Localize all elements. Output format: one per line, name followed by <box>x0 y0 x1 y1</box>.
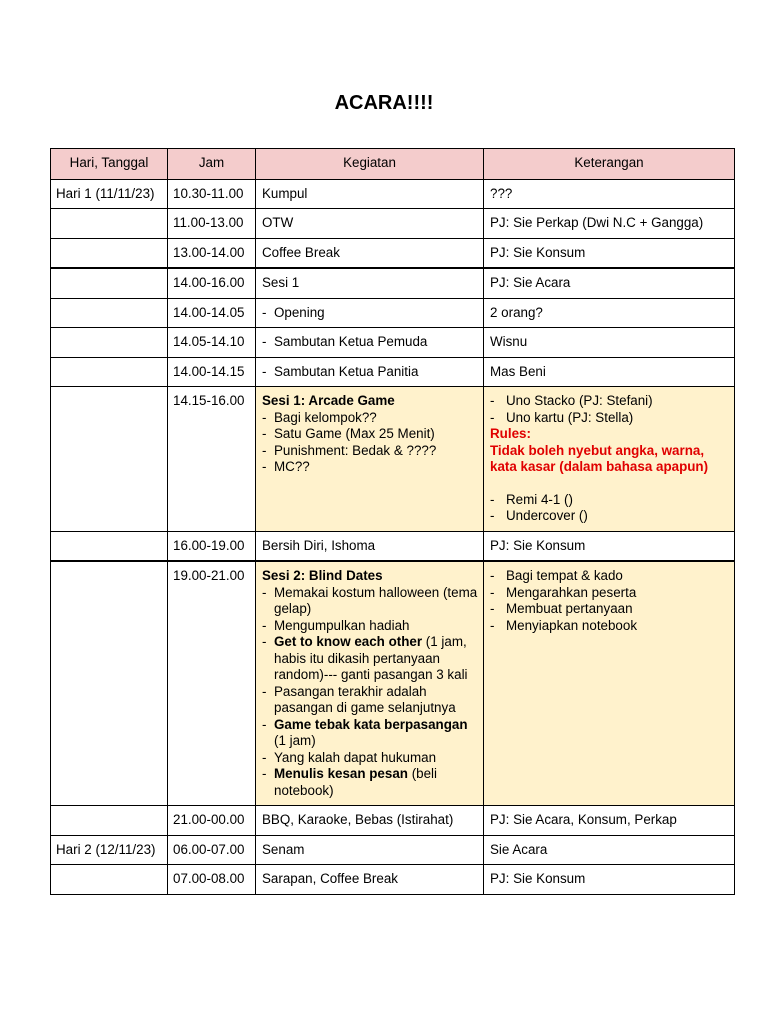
session-title: Sesi 1: Arcade Game <box>262 393 395 408</box>
jam-cell: 13.00-14.00 <box>168 238 256 268</box>
jam-cell: 21.00-00.00 <box>168 806 256 836</box>
kegiatan-cell <box>256 561 484 806</box>
kegiatan-cell: Sesi 1 <box>256 268 484 298</box>
list-item: - Satu Game (Max 25 Menit) <box>262 426 478 443</box>
list-item: - Remi 4-1 () <box>490 492 729 509</box>
list-item: - Sambutan Ketua Panitia <box>262 364 478 381</box>
hari-cell <box>51 298 168 328</box>
list-item: - Pasangan terakhir adalah pasangan di game selanjutnya <box>262 684 478 717</box>
hari-cell <box>51 328 168 358</box>
hari-cell <box>51 268 168 298</box>
jam-cell: 14.00-14.05 <box>168 298 256 328</box>
list-item: - Uno kartu (PJ: Stella) <box>490 410 729 427</box>
jam-cell: 14.05-14.10 <box>168 328 256 358</box>
bold-text: Get to know each other <box>274 634 423 649</box>
table-row <box>51 531 735 561</box>
kegiatan-list <box>262 364 478 381</box>
item-text: (1 jam, habis itu dikasih pertanyaan random)--- ganti pasangan 3 kali <box>274 634 468 682</box>
list-item <box>262 634 478 684</box>
table-row <box>51 209 735 239</box>
kegiatan-list <box>262 410 478 476</box>
item-text: (beli notebook) <box>274 766 437 798</box>
list-item: - Membuat pertanyaan <box>490 601 729 618</box>
kegiatan-cell <box>256 298 484 328</box>
keterangan-cell <box>484 561 735 806</box>
kegiatan-cell <box>256 328 484 358</box>
keterangan-cell: PJ: Sie Perkap (Dwi N.C + Gangga) <box>484 209 735 239</box>
hari-cell: Hari 2 (12/11/23) <box>51 835 168 865</box>
hari-cell <box>51 865 168 895</box>
list-item: - Mengumpulkan hadiah <box>262 618 478 635</box>
rules-label: Rules: <box>490 426 531 441</box>
rules-text: Tidak boleh nyebut angka, warna, kata kasar (dalam bahasa apapun) <box>490 442 709 474</box>
spacer <box>490 476 729 492</box>
kegiatan-cell <box>256 387 484 532</box>
hari-cell <box>51 209 168 239</box>
kegiatan-cell: OTW <box>256 209 484 239</box>
table-row <box>51 387 735 532</box>
list-item: - Bagi tempat & kado <box>490 568 729 585</box>
keterangan-cell <box>484 387 735 532</box>
jam-cell: 14.00-14.15 <box>168 357 256 387</box>
header-jam: Jam <box>168 149 256 180</box>
jam-cell: 07.00-08.00 <box>168 865 256 895</box>
hari-cell <box>51 531 168 561</box>
hari-cell <box>51 387 168 532</box>
jam-cell: 10.30-11.00 <box>168 179 256 209</box>
keterangan-list <box>490 492 729 525</box>
table-row <box>51 179 735 209</box>
keterangan-cell: Mas Beni <box>484 357 735 387</box>
keterangan-cell: PJ: Sie Konsum <box>484 531 735 561</box>
kegiatan-list <box>262 334 478 351</box>
jam-cell: 11.00-13.00 <box>168 209 256 239</box>
kegiatan-cell: Sarapan, Coffee Break <box>256 865 484 895</box>
jam-cell: 14.00-16.00 <box>168 268 256 298</box>
list-item: - Undercover () <box>490 508 729 525</box>
kegiatan-cell: Bersih Diri, Ishoma <box>256 531 484 561</box>
list-item: - Memakai kostum halloween (tema gelap) <box>262 585 478 618</box>
header-kegiatan: Kegiatan <box>256 149 484 180</box>
list-item: - Sambutan Ketua Pemuda <box>262 334 478 351</box>
jam-cell: 06.00-07.00 <box>168 835 256 865</box>
hari-cell: Hari 1 (11/11/23) <box>51 179 168 209</box>
list-item: - Opening <box>262 305 478 322</box>
list-item <box>262 766 478 799</box>
bold-text: Menulis kesan pesan <box>274 766 408 781</box>
table-row <box>51 806 735 836</box>
kegiatan-cell <box>256 357 484 387</box>
kegiatan-cell: Kumpul <box>256 179 484 209</box>
kegiatan-cell: Coffee Break <box>256 238 484 268</box>
kegiatan-cell: BBQ, Karaoke, Bebas (Istirahat) <box>256 806 484 836</box>
hari-cell <box>51 561 168 806</box>
jam-cell: 19.00-21.00 <box>168 561 256 806</box>
keterangan-cell: PJ: Sie Konsum <box>484 238 735 268</box>
table-row <box>51 357 735 387</box>
table-row <box>51 268 735 298</box>
keterangan-list <box>490 568 729 634</box>
list-item <box>262 717 478 750</box>
kegiatan-list <box>262 585 478 800</box>
header-hari-tanggal: Hari, Tanggal <box>51 149 168 180</box>
keterangan-cell: PJ: Sie Konsum <box>484 865 735 895</box>
item-text: (1 jam) <box>274 733 316 748</box>
session-title: Sesi 2: Blind Dates <box>262 568 383 583</box>
keterangan-cell: 2 orang? <box>484 298 735 328</box>
keterangan-cell: Sie Acara <box>484 835 735 865</box>
list-item: - Bagi kelompok?? <box>262 410 478 427</box>
table-row <box>51 238 735 268</box>
keterangan-cell: Wisnu <box>484 328 735 358</box>
list-item: - Yang kalah dapat hukuman <box>262 750 478 767</box>
keterangan-cell: ??? <box>484 179 735 209</box>
table-header-row <box>51 149 735 180</box>
list-item: - Menyiapkan notebook <box>490 618 729 635</box>
kegiatan-cell: Senam <box>256 835 484 865</box>
hari-cell <box>51 357 168 387</box>
list-item: - Uno Stacko (PJ: Stefani) <box>490 393 729 410</box>
jam-cell: 16.00-19.00 <box>168 531 256 561</box>
table-row <box>51 835 735 865</box>
page-title: ACARA!!!! <box>334 92 434 114</box>
list-item: - Mengarahkan peserta <box>490 585 729 602</box>
hari-cell <box>51 238 168 268</box>
jam-cell: 14.15-16.00 <box>168 387 256 532</box>
keterangan-cell: PJ: Sie Acara, Konsum, Perkap <box>484 806 735 836</box>
keterangan-list <box>490 393 729 426</box>
bold-text: Game tebak kata berpasangan <box>274 716 468 732</box>
schedule-table <box>50 148 735 895</box>
list-item: - MC?? <box>262 459 478 476</box>
table-row <box>51 298 735 328</box>
keterangan-cell: PJ: Sie Acara <box>484 268 735 298</box>
list-item: - Punishment: Bedak & ???? <box>262 443 478 460</box>
table-row <box>51 328 735 358</box>
header-keterangan: Keterangan <box>484 149 735 180</box>
table-row <box>51 561 735 806</box>
table-row <box>51 865 735 895</box>
kegiatan-list <box>262 305 478 322</box>
hari-cell <box>51 806 168 836</box>
